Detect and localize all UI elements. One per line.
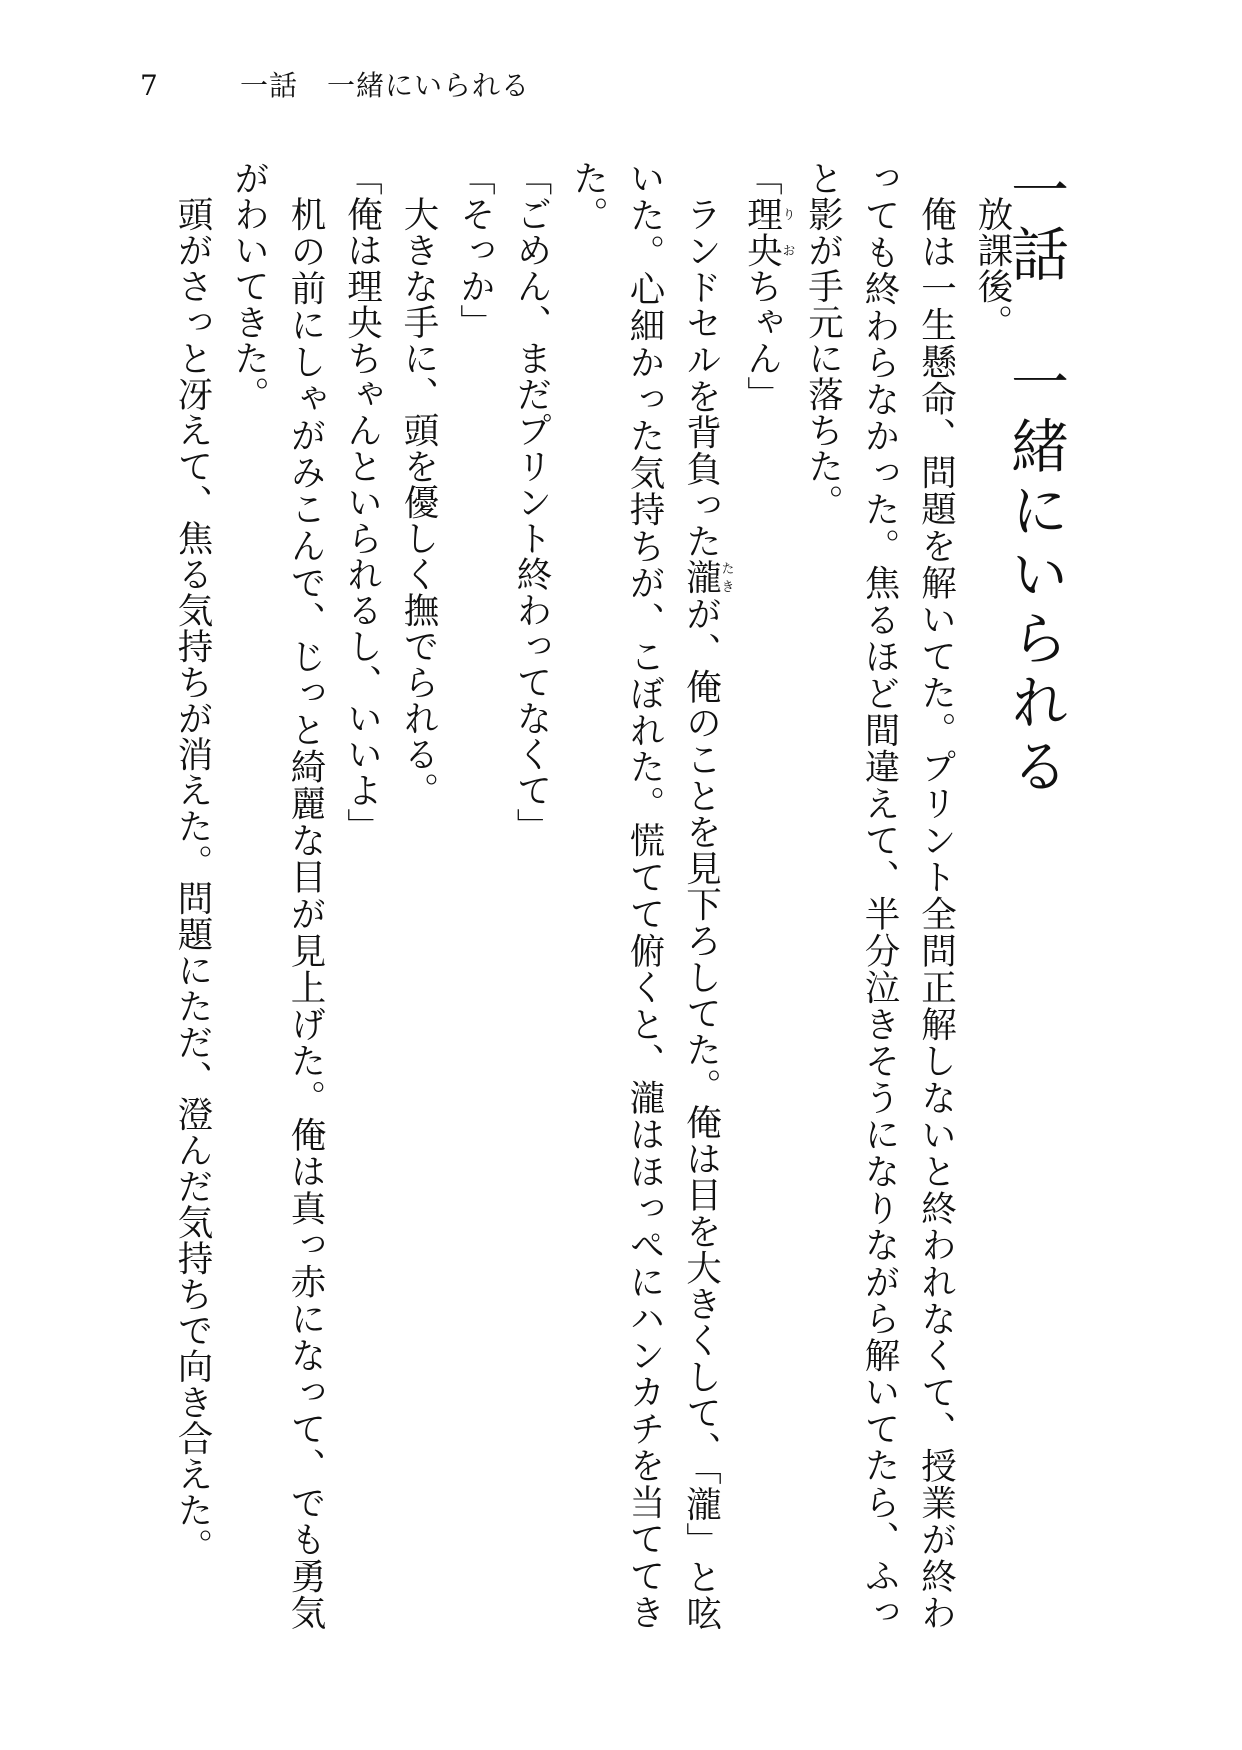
text-segment: 机の前にしゃがみこんで、じっと綺麗な目が見上げた。俺は真っ赤になって、でも勇気がわいてきた。 <box>228 160 326 1630</box>
text-segment: 俺は一生懸命、問題を解いてた。プリント全問正解しないと終われなくて、授業が終わっても終わらなかった。焦るほど間違えて、半分泣きそうになりながら解いてたら、ふっと影が手元に落ちた。 <box>802 160 957 1630</box>
text-segment: 放課後。 <box>972 195 1013 340</box>
paragraph <box>390 160 447 1630</box>
ruby-reading: りお <box>779 196 795 268</box>
paragraph <box>333 160 390 1630</box>
paragraph <box>964 160 1021 1630</box>
ruby-annotated-word <box>680 558 734 595</box>
ruby-base: 瀧 <box>680 558 722 595</box>
page-number: 7 <box>140 69 158 102</box>
text-segment: ランドセルを背負った <box>680 195 722 559</box>
text-segment: 「ごめん、まだプリント終わってなくて」 <box>511 160 552 844</box>
text-segment: が、俺のことを見下ろしてた。俺は目を大きくして、「瀧」と呟いた。心細かった気持ちが、こぼれた。慌てて俯くと、瀧はほっぺにハンカチを当ててきた。 <box>567 160 722 1631</box>
paragraph <box>733 160 794 1630</box>
chapter-title: 一話 一緒にいられる <box>1001 160 1069 800</box>
ruby-reading: たき <box>718 558 734 595</box>
ruby-base: 理央 <box>741 196 783 268</box>
paragraph <box>220 160 333 1630</box>
text-segment: ちゃん」 <box>741 268 783 412</box>
paragraph <box>503 160 560 1630</box>
text-segment: 頭がさっと冴えて、焦る気持ちが消えた。問題にただ、澄んだ気持ちで向き合えた。 <box>172 195 213 1564</box>
ruby-annotated-word <box>741 196 795 268</box>
body-text <box>164 160 1021 1630</box>
paragraph <box>794 160 964 1630</box>
paragraph <box>164 160 221 1630</box>
text-segment: 大きな手に、頭を優しく撫でられる。 <box>398 195 439 808</box>
text-segment: 「 <box>741 160 783 196</box>
text-segment: 「そっか」 <box>454 160 496 340</box>
text-segment: 「俺は理央ちゃんといられるし、いいよ」 <box>341 160 383 844</box>
running-title: 一話 一緒にいられる <box>240 69 531 102</box>
paragraph <box>446 160 503 1630</box>
paragraph <box>559 160 733 1630</box>
